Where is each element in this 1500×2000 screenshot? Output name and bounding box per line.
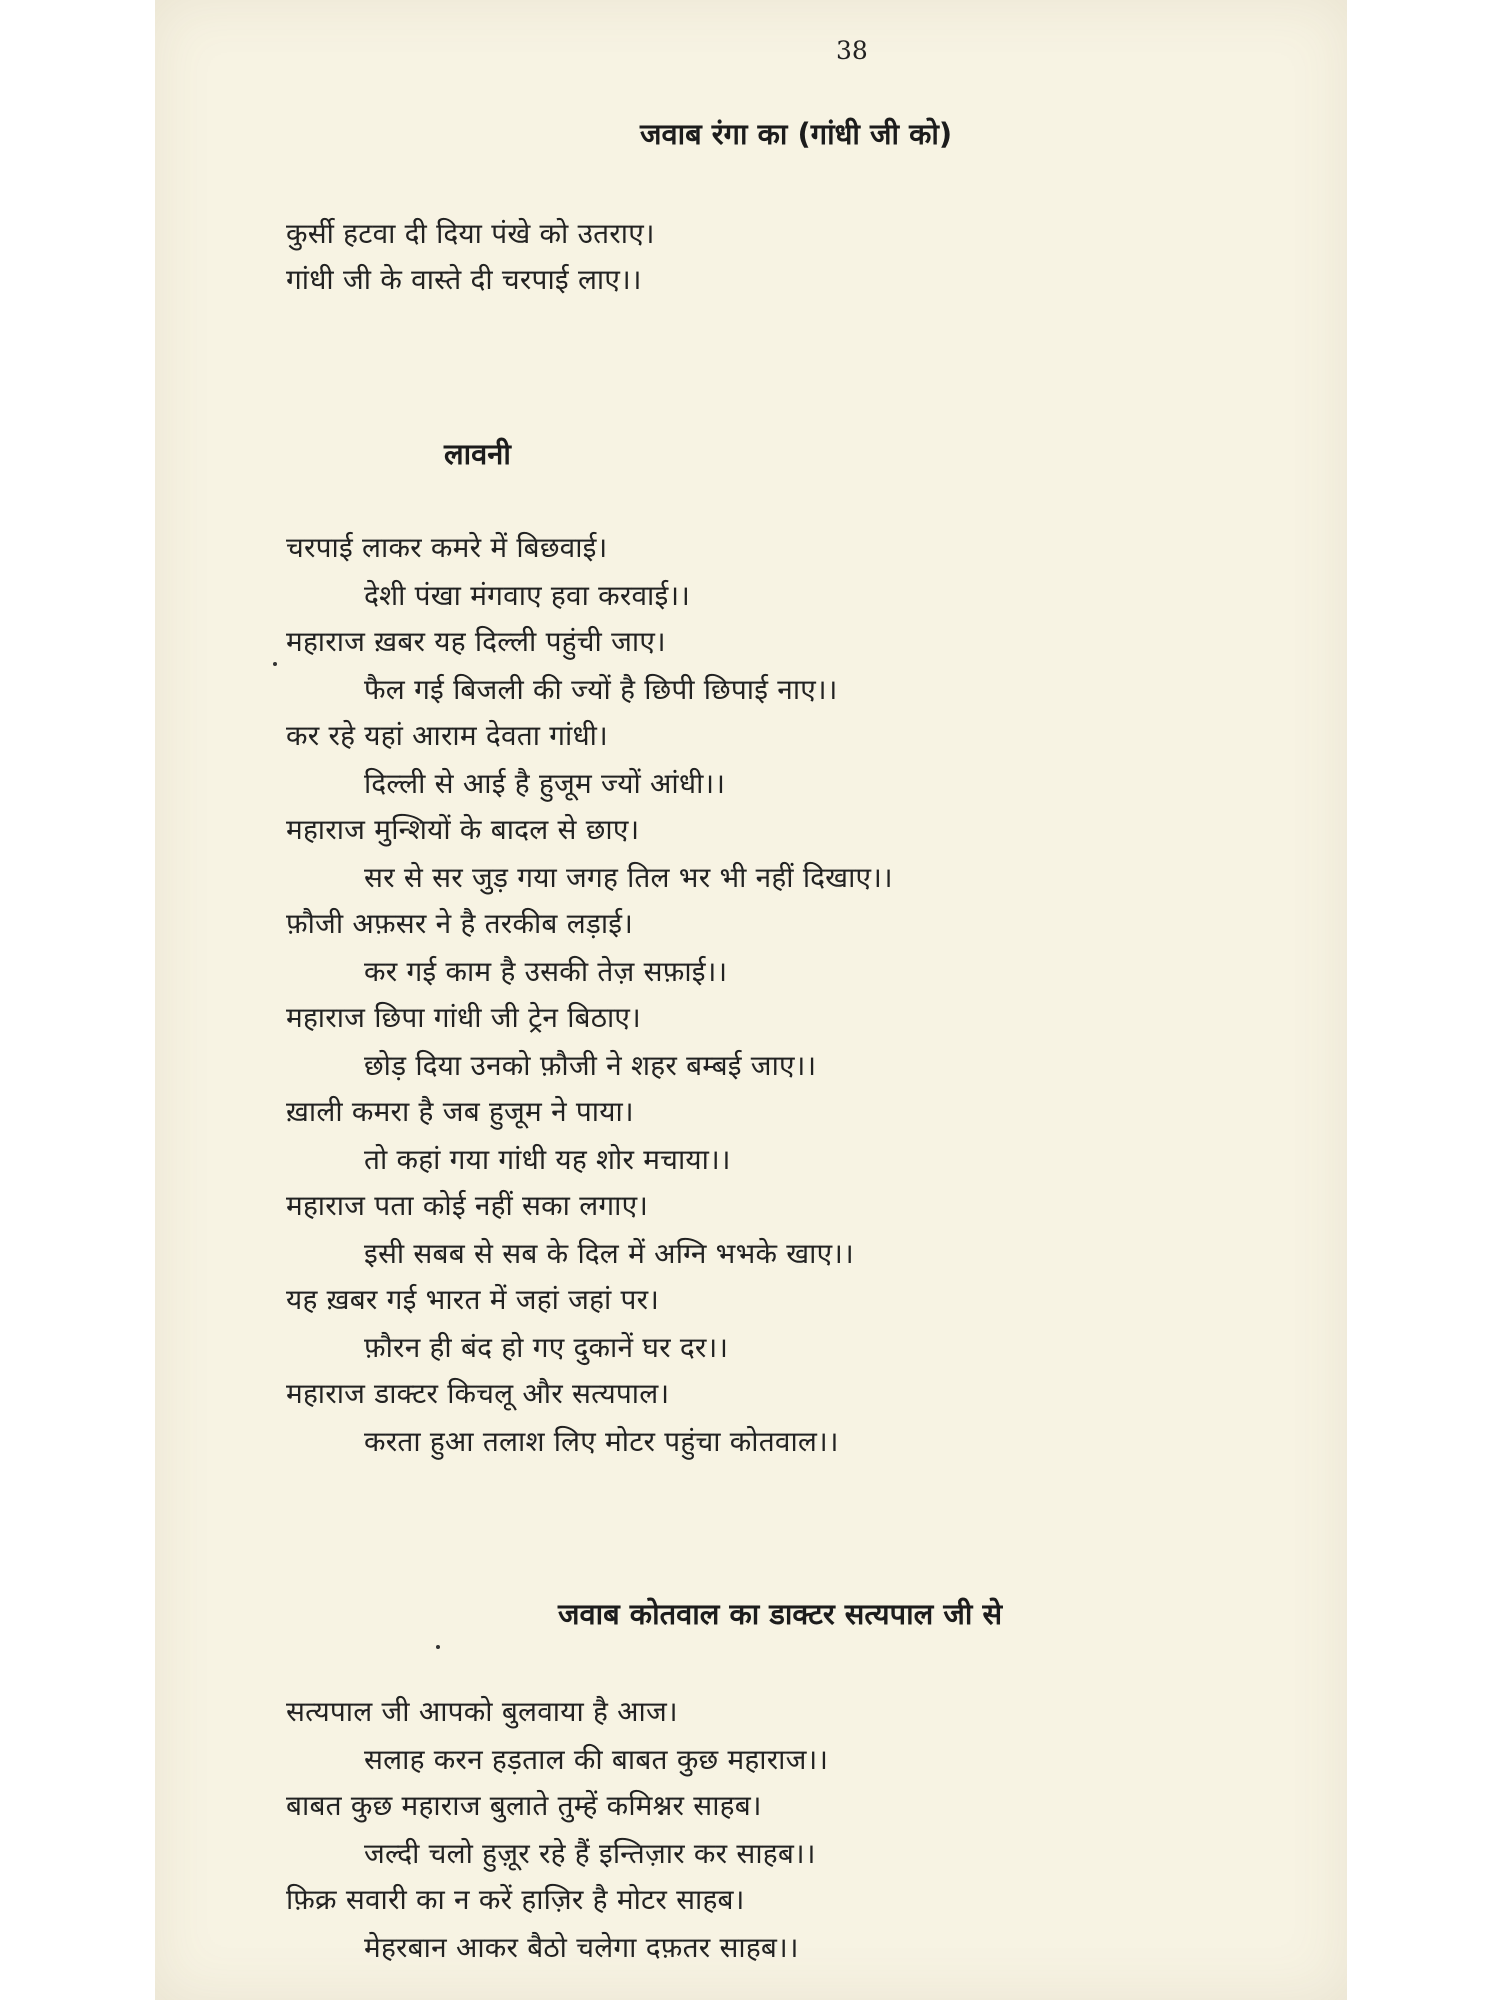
verse-line: दिल्ली से आई है हुजूम ज्यों आंधी।। [364,767,726,800]
verse-line: महाराज डाक्टर किचलू और सत्यपाल। [286,1377,670,1410]
verse-line: देशी पंखा मंगवाए हवा करवाई।। [364,579,691,612]
verse-line: महाराज मुन्शियों के बादल से छाए। [286,813,640,846]
verse-line: चरपाई लाकर कमरे में बिछवाई। [286,531,608,564]
verse-line: मेहरबान आकर बैठो चलेगा दफ़तर साहब।। [364,1931,799,1964]
verse-line: फ़ौरन ही बंद हो गए दुकानें घर दर।। [364,1331,729,1364]
verse-line: सर से सर जुड़ गया जगह तिल भर भी नहीं दिखाए।। [364,861,893,894]
verse-line: गांधी जी के वास्ते दी चरपाई लाए।। [286,263,642,296]
verse-line: यह ख़बर गई भारत में जहां जहां पर। [286,1283,660,1316]
verse-line: फ़ौजी अफ़सर ने है तरकीब लड़ाई। [286,907,634,940]
verse-line: फ़िक्र सवारी का न करें हाज़िर है मोटर साहब। [286,1883,745,1916]
verse-line: इसी सबब से सब के दिल में अग्नि भभके खाए।। [364,1237,854,1270]
verse-line: तो कहां गया गांधी यह शोर मचाया।। [364,1143,731,1176]
ink-speck [436,1645,440,1649]
verse-line: सत्यपाल जी आपको बुलवाया है आज। [286,1695,678,1728]
verse-line: महाराज पता कोई नहीं सका लगाए। [286,1189,649,1222]
verse-line: छोड़ दिया उनको फ़ौजी ने शहर बम्बई जाए।। [364,1049,817,1082]
verse-line: महाराज ख़बर यह दिल्ली पहुंची जाए। [286,625,666,658]
ink-speck [273,662,277,666]
verse-line: सलाह करन हड़ताल की बाबत कुछ महाराज।। [364,1743,829,1776]
verse-line: ख़ाली कमरा है जब हुजूम ने पाया। [286,1095,634,1128]
page-number: 38 [836,36,868,65]
verse-line: करता हुआ तलाश लिए मोटर पहुंचा कोतवाल।। [364,1425,839,1458]
verse-line: कर रहे यहां आराम देवता गांधी। [286,719,608,752]
section-heading-lavani: लावनी [444,437,511,471]
verse-line: फैल गई बिजली की ज्यों है छिपी छिपाई नाए।। [364,673,838,706]
verse-line: बाबत कुछ महाराज बुलाते तुम्हें कमिश्नर साहब। [286,1789,762,1822]
section-heading-kotwal-reply: जवाब कोतवाल का डाक्टर सत्यपाल जी से [558,1597,1003,1631]
section-heading-ranga-reply: जवाब रंगा का (गांधी जी को) [640,117,953,151]
verse-line: कर गई काम है उसकी तेज़ सफ़ाई।। [364,955,728,988]
verse-line: कुर्सी हटवा दी दिया पंखे को उतराए। [286,217,655,250]
verse-line: जल्दी चलो हुज़ूर रहे हैं इन्तिज़ार कर साहब।। [364,1837,816,1870]
verse-line: महाराज छिपा गांधी जी ट्रेन बिठाए। [286,1001,641,1034]
